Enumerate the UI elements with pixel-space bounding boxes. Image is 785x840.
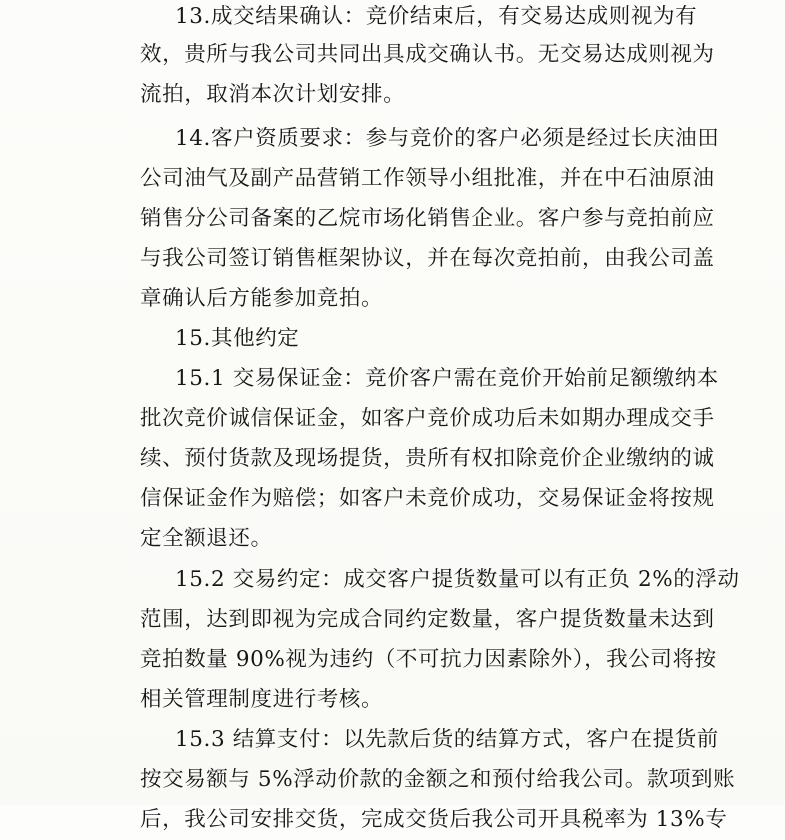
clause-15-3-text-line: 按交易额与 5%浮动价款的金额之和预付给我公司。款项到账 <box>140 767 736 792</box>
clause-14-text-line: 销售分公司备案的乙烷市场化销售企业。客户参与竞拍前应 <box>140 206 715 231</box>
clause-13-text-line: 效，贵所与我公司共同出具成交确认书。无交易达成则视为 <box>140 42 715 67</box>
clause-15-2-text-line: 竞拍数量 90%视为违约（不可抗力因素除外），我公司将按 <box>140 647 717 672</box>
clause-14-heading-line: 14.客户资质要求：参与竞价的客户必须是经过长庆油田 <box>175 126 720 151</box>
clause-15-2-heading-line: 15.2 交易约定：成交客户提货数量可以有正负 2%的浮动 <box>175 567 740 592</box>
clause-13-heading-line: 13.成交结果确认：竞价结束后，有交易达成则视为有 <box>175 4 698 29</box>
clause-15-2-text-line: 范围，达到即视为完成合同约定数量，客户提货数量未达到 <box>140 607 715 632</box>
clause-15-1-heading-line: 15.1 交易保证金：竞价客户需在竞价开始前足额缴纳本 <box>175 366 719 391</box>
clause-13-text-line: 流拍，取消本次计划安排。 <box>140 82 406 107</box>
clause-15-1-text-line: 续、预付货款及现场提货，贵所有权扣除竞价企业缴纳的诚 <box>140 446 715 471</box>
clause-15-heading: 15.其他约定 <box>175 326 300 351</box>
clause-14-text-line: 公司油气及副产品营销工作领导小组批准，并在中石油原油 <box>140 166 715 191</box>
clause-14-text-line: 章确认后方能参加竞拍。 <box>140 286 384 311</box>
clause-15-3-heading-line: 15.3 结算支付：以先款后货的结算方式，客户在提货前 <box>175 727 719 752</box>
clause-15-1-text-line: 信保证金作为赔偿；如客户未竞价成功，交易保证金将按规 <box>140 486 715 511</box>
clause-15-1-text-line: 批次竞价诚信保证金，如客户竞价成功后未如期办理成交手 <box>140 406 715 431</box>
clause-15-1-text-line: 定全额退还。 <box>140 526 273 551</box>
clause-15-2-text-line: 相关管理制度进行考核。 <box>140 687 384 712</box>
clause-14-text-line: 与我公司签订销售框架协议，并在每次竞拍前，由我公司盖 <box>140 246 715 271</box>
clause-15-3-text-line: 后，我公司安排交货，完成交货后我公司开具税率为 13%专 <box>140 807 728 832</box>
